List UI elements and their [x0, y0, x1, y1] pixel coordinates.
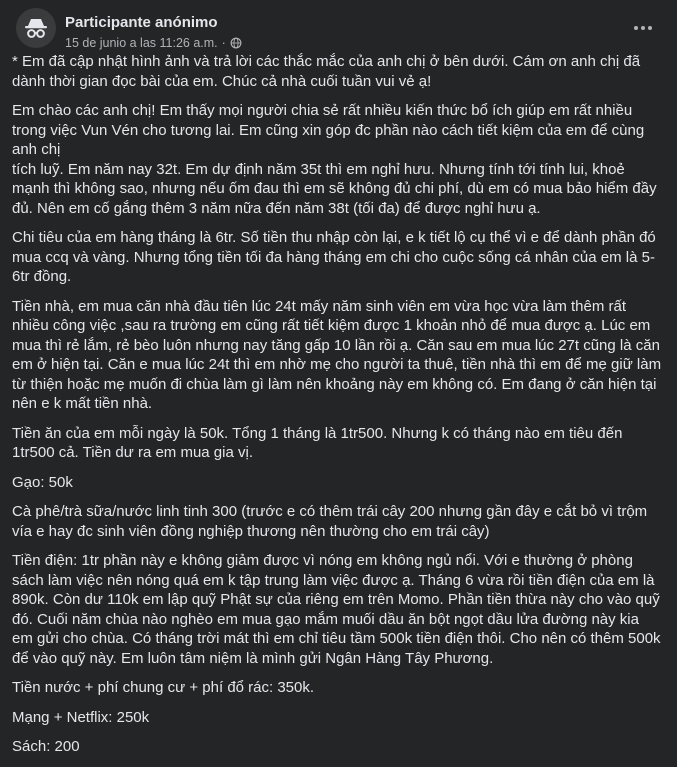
post-paragraph: Tiền nhà, em mua căn nhà đầu tiên lúc 24t mấy năm sinh viên em vừa học vừa làm thêm rất nhiều công việc ,sau ra trường em cũng rất tiết kiệm được 1 khoản nhỏ để mua được ạ. Lúc em mua thì rẻ lắm, rẻ bèo luôn nhưng nay tăng gấp 10 lần rồi ạ. Căn sau em mua lúc 27t cũng là căn em ở hiện tại. Căn e mua lúc 24t thì em nhờ mẹ cho người ta thuê, tiền nhà thì em để mẹ giữ làm từ thiện hoặc mẹ muốn đi chùa làm gì làm nên khoảng này em không có. Em đang ở căn hiện tại nên e k mất tiền nhà.	[12, 297, 666, 412]
post-paragraph: Cà phê/trà sữa/nước linh tinh 300 (trước e có thêm trái cây 200 nhưng gần đây e cắt bỏ vì trộm vía e hay đc sinh viên đồng nghiệp thương nên thường cho em trái cây)	[12, 503, 652, 540]
post-paragraph: Tiền điện: 1tr phần này e không giảm được vì nóng em không ngủ nổi. Với e thường ở phòng sách làm việc nên nóng quá em k tập trung làm việc được ạ. Tháng 6 vừa rồi tiền điện của em là 890k. Còn dư 110k em lập quỹ Phật sự của riêng em trên Momo. Phần tiền thừa này cho vào quỹ đó. Cuối năm chùa nào nghèo em mua gạo mắm muối dầu ăn bột ngọt dầu lửa đường này kia em gửi cho chùa. Có tháng trời mát thì em chỉ tiêu tầm 500k tiền điện thôi. Cho nên có thêm 500k để vào quỹ này. Em luôn tâm niệm là mình gửi Ngân Hàng Tây Phương.	[12, 552, 665, 667]
author-name[interactable]: Participante anónimo	[65, 14, 218, 31]
post-paragraph: * Em đã cập nhật hình ảnh và trả lời các thắc mắc của anh chị ở bên dưới. Cám ơn anh chị đã dành thời gian đọc bài của em. Chúc cả nhà cuối tuần vui vẻ ạ!	[12, 53, 645, 90]
avatar[interactable]	[16, 8, 56, 48]
post-timestamp[interactable]: 15 de junio a las 11:26 a.m.	[65, 36, 218, 50]
post-paragraph: Tiền nước + phí chung cư + phí đổ rác: 350k.	[12, 679, 315, 696]
post-header	[16, 8, 661, 48]
meta-separator: ·	[221, 36, 226, 50]
post-paragraph: Mạng + Netflix: 250k	[12, 708, 150, 726]
globe-icon[interactable]	[230, 37, 242, 49]
post-paragraph: Gạo: 50k	[12, 473, 73, 491]
post-meta	[65, 36, 242, 50]
post-paragraph: Em chào các anh chị! Em thấy mọi người chia sẻ rất nhiều kiến thức bổ ích giúp em rất nhiều trong việc Vun Vén cho tương lai. Em cũng xin góp đc phần nào cách tiết kiệm của em để cùng anh chị tích luỹ. Em năm nay 32t. Em dự định năm 35t thì em nghỉ hưu. Nhưng tính tới tính lui, khoẻ mạnh thì không sao, nhưng nếu ốm đau thì em sẽ không đủ chi phí, dù em có mua bảo hiểm đầy đủ. Nên em cố gắng thêm 3 năm nữa đến năm 38t (tối đa) để được nghỉ hưu ạ.	[12, 102, 657, 217]
post-paragraph: Sách: 200	[12, 738, 80, 755]
post-paragraph: Chi tiêu của em hàng tháng là 6tr. Số tiền thu nhập còn lại, e k tiết lộ cụ thể vì e để dành phần đó mua ccq và vàng. Nhưng tổng tiền tối đa hàng tháng em chi cho cuộc sống cá nhân của em là 5-6tr đồng.	[12, 229, 660, 285]
more-options-button[interactable]	[625, 10, 661, 46]
post-body	[12, 52, 666, 767]
more-options-icon	[633, 25, 653, 31]
post-paragraph: Tiền ăn của em mỗi ngày là 50k. Tổng 1 tháng là 1tr500. Nhưng k có tháng nào em tiêu đến 1tr500 cả. Tiền dư ra em mua gia vị.	[12, 424, 627, 461]
incognito-icon	[21, 13, 51, 43]
